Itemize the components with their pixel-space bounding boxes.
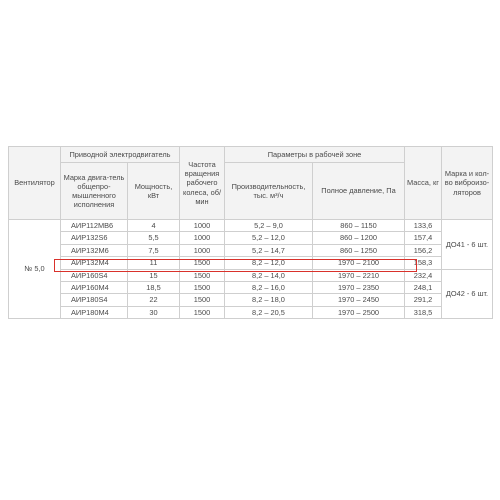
cell-capacity: 8,2 – 18,0: [225, 294, 313, 306]
cell-pressure: 1970 – 2100: [313, 257, 405, 269]
cell-power: 7,5: [128, 244, 180, 256]
isolator-group-1: ДО41 - 6 шт.: [442, 220, 493, 270]
fan-spec-table: [8, 146, 493, 319]
table-row: [9, 294, 493, 306]
cell-power: 18,5: [128, 281, 180, 293]
cell-capacity: 8,2 – 14,0: [225, 269, 313, 281]
header-capacity: Производительность, тыс. м³/ч: [225, 163, 313, 220]
cell-brand: АИР180S4: [61, 294, 128, 306]
table-row-highlighted: [9, 257, 493, 269]
cell-capacity: 5,2 – 14,7: [225, 244, 313, 256]
cell-pressure: 1970 – 2210: [313, 269, 405, 281]
cell-brand: АИР132S6: [61, 232, 128, 244]
cell-mass: 157,4: [405, 232, 442, 244]
isolator-group-2: ДО42 - 6 шт.: [442, 269, 493, 319]
table-row: [9, 306, 493, 318]
cell-brand: АИР112МВ6: [61, 220, 128, 232]
cell-capacity: 5,2 – 12,0: [225, 232, 313, 244]
cell-capacity: 8,2 – 12,0: [225, 257, 313, 269]
cell-speed: 1500: [180, 269, 225, 281]
table-row: [9, 244, 493, 256]
cell-mass: 232,4: [405, 269, 442, 281]
cell-mass: 248,1: [405, 281, 442, 293]
header-params-group: Параметры в рабочей зоне: [225, 147, 405, 163]
header-power: Мощность, кВт: [128, 163, 180, 220]
cell-mass: 318,5: [405, 306, 442, 318]
cell-pressure: 1970 – 2350: [313, 281, 405, 293]
cell-speed: 1000: [180, 220, 225, 232]
cell-brand: АИР160М4: [61, 281, 128, 293]
table-row: [9, 269, 493, 281]
cell-speed: 1000: [180, 244, 225, 256]
spec-table-container: [8, 146, 492, 319]
cell-mass: 158,3: [405, 257, 442, 269]
cell-power: 15: [128, 269, 180, 281]
header-fan: Вентилятор: [9, 147, 61, 220]
cell-pressure: 860 – 1150: [313, 220, 405, 232]
cell-speed: 1500: [180, 281, 225, 293]
cell-capacity: 8,2 – 20,5: [225, 306, 313, 318]
header-pressure: Полное давление, Па: [313, 163, 405, 220]
cell-power: 30: [128, 306, 180, 318]
table-row: [9, 232, 493, 244]
cell-power: 22: [128, 294, 180, 306]
cell-pressure: 860 – 1250: [313, 244, 405, 256]
cell-speed: 1000: [180, 232, 225, 244]
cell-pressure: 860 – 1200: [313, 232, 405, 244]
table-row: [9, 220, 493, 232]
cell-pressure: 1970 – 2450: [313, 294, 405, 306]
cell-pressure: 1970 – 2500: [313, 306, 405, 318]
cell-mass: 133,6: [405, 220, 442, 232]
cell-mass: 291,2: [405, 294, 442, 306]
cell-mass: 156,2: [405, 244, 442, 256]
header-motor-group: Приводной электродвигатель: [61, 147, 180, 163]
cell-brand: АИР180М4: [61, 306, 128, 318]
header-isolators: Марка и кол-во виброизо-ляторов: [442, 147, 493, 220]
cell-brand: АИР132М4: [61, 257, 128, 269]
cell-power: 5,5: [128, 232, 180, 244]
fan-label: № 5,0: [9, 220, 61, 319]
cell-speed: 1500: [180, 294, 225, 306]
cell-capacity: 5,2 – 9,0: [225, 220, 313, 232]
cell-brand: АИР160S4: [61, 269, 128, 281]
header-motor-brand: Марка двига-тель общепро-мышленного исполнения: [61, 163, 128, 220]
header-mass: Масса, кг: [405, 147, 442, 220]
cell-power: 4: [128, 220, 180, 232]
header-speed: Частота вращения рабочего колеса, об/мин: [180, 147, 225, 220]
cell-speed: 1500: [180, 257, 225, 269]
cell-brand: АИР132М6: [61, 244, 128, 256]
cell-power: 11: [128, 257, 180, 269]
table-row: [9, 281, 493, 293]
cell-capacity: 8,2 – 16,0: [225, 281, 313, 293]
cell-speed: 1500: [180, 306, 225, 318]
